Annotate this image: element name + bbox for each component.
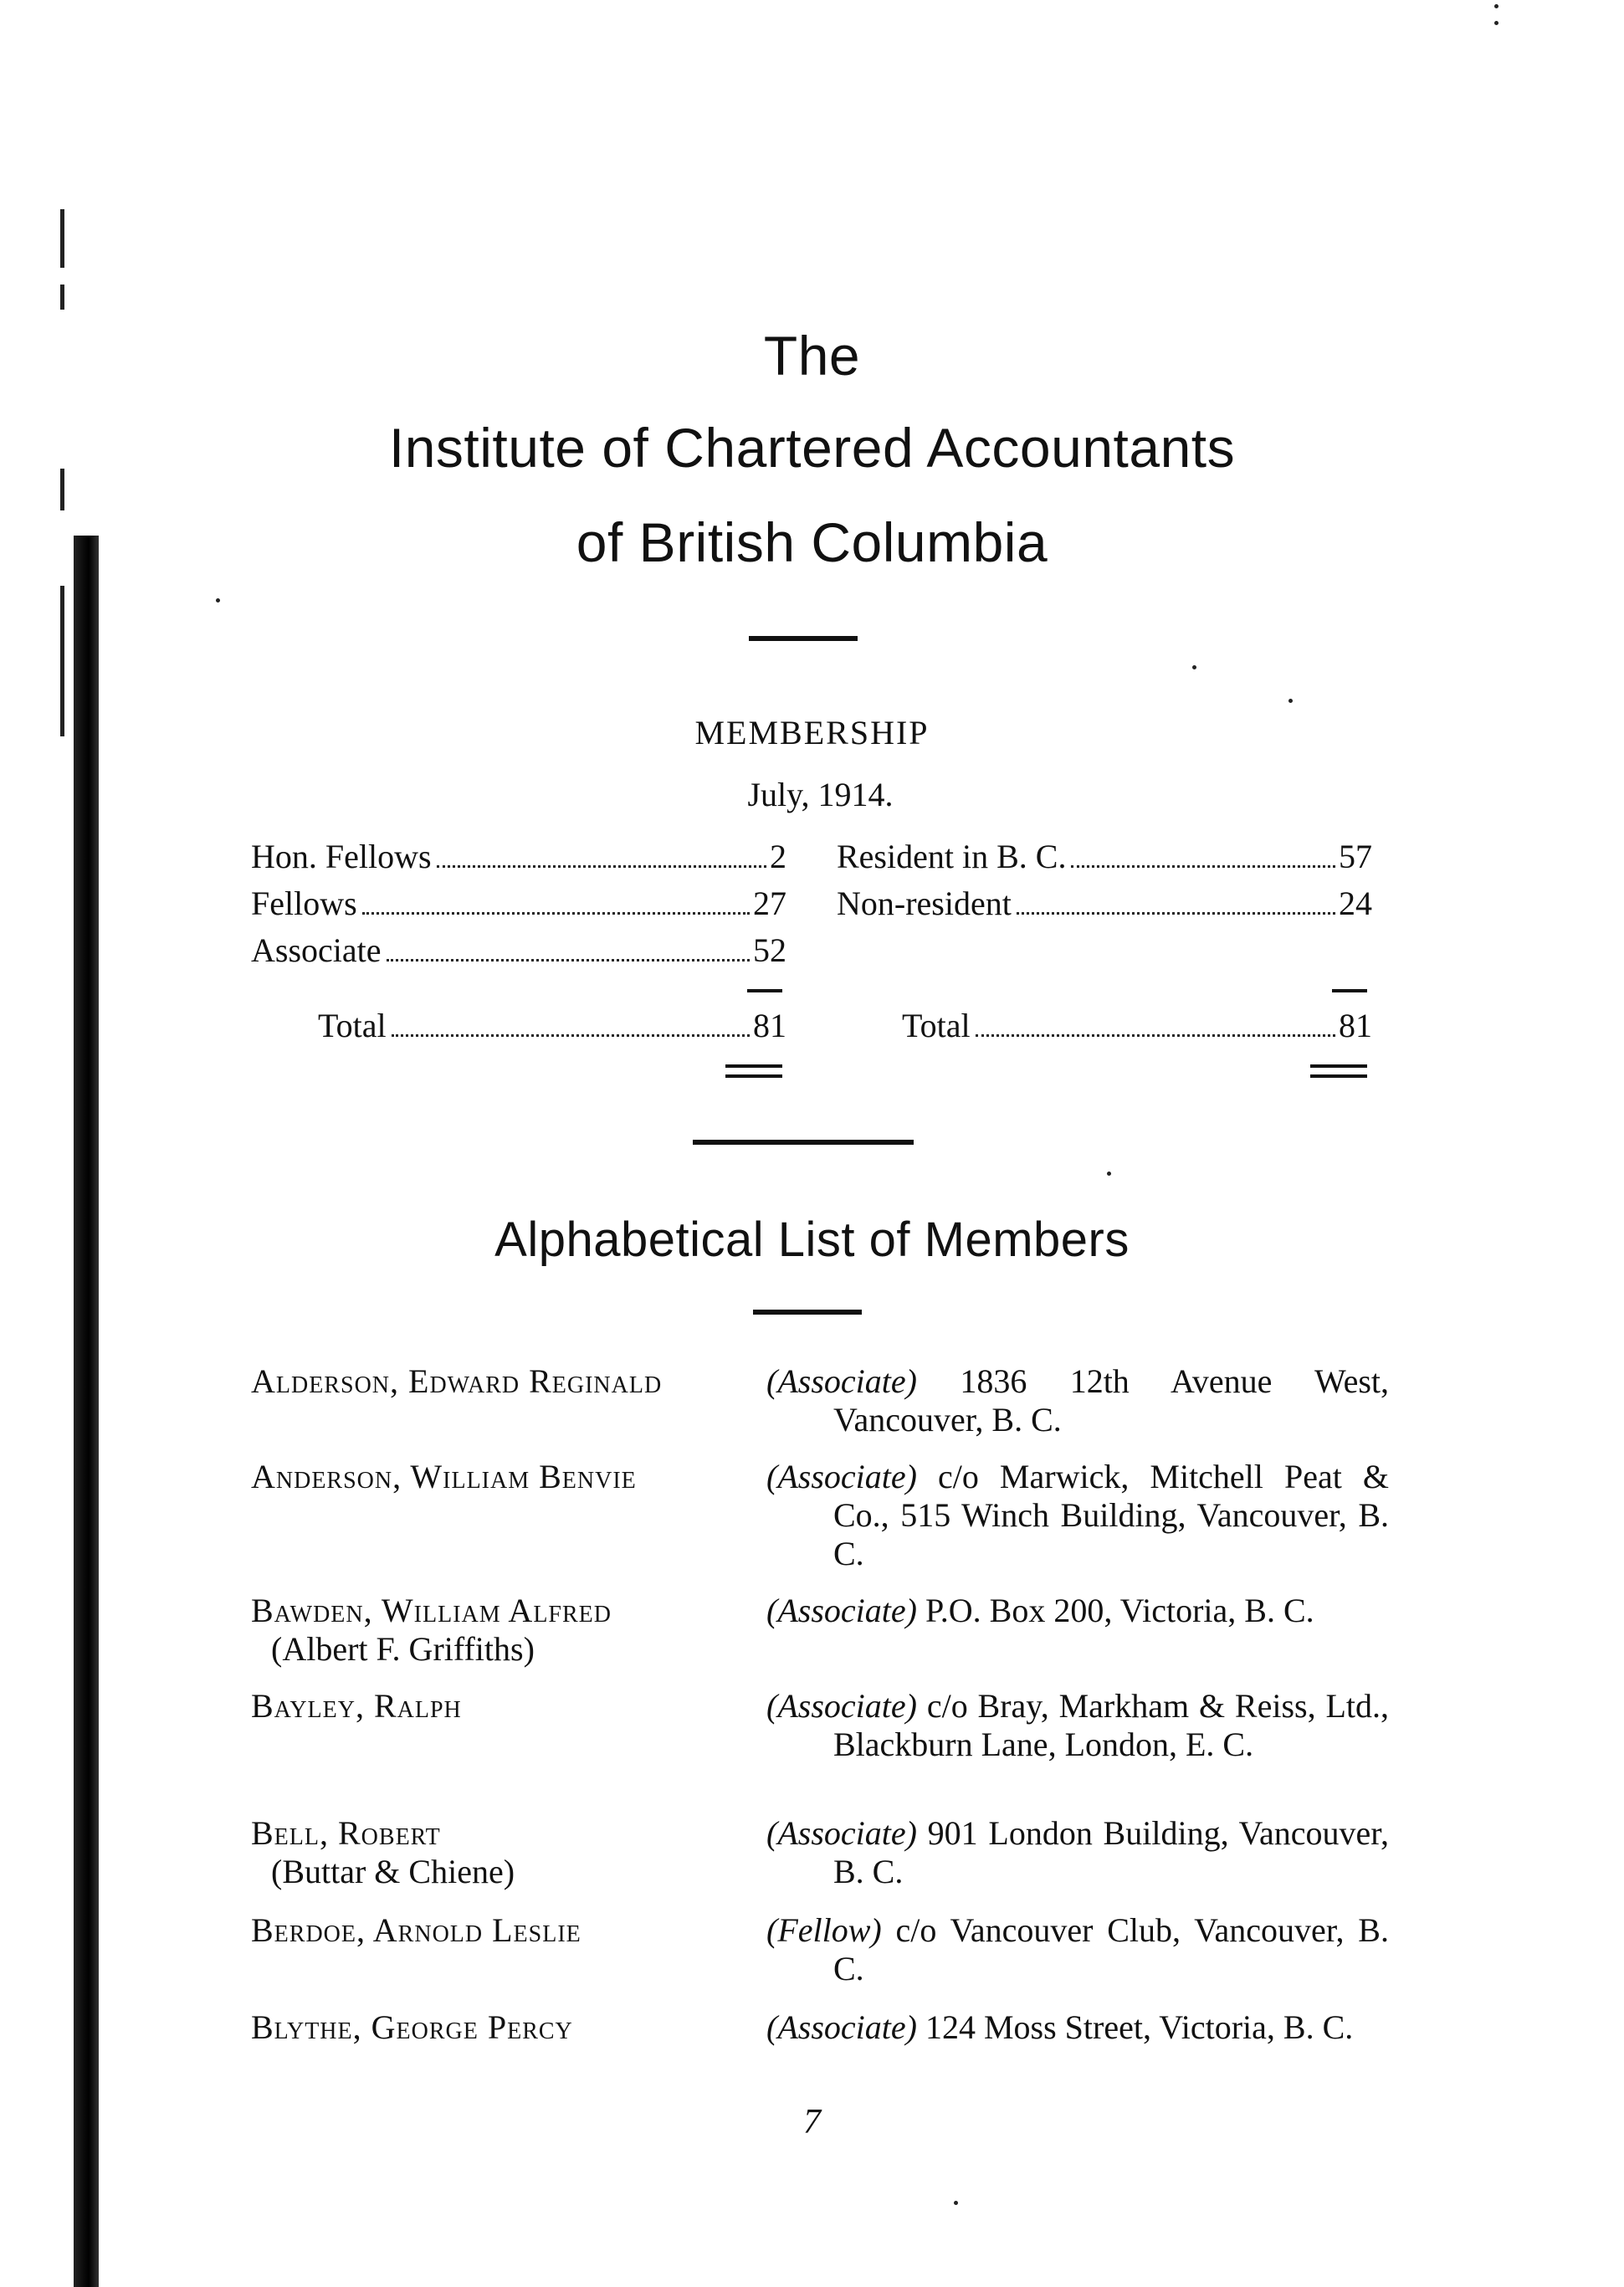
- double-rule-right: [1310, 1074, 1367, 1078]
- member-firm: (Albert F. Griffiths): [271, 1630, 535, 1668]
- title-line-3: of British Columbia: [576, 511, 1048, 573]
- dot-leader: [437, 865, 766, 868]
- stat-label: Hon. Fellows: [251, 838, 432, 875]
- member-detail: [766, 1687, 1389, 1764]
- dot-leader: [1017, 912, 1335, 915]
- member-name: [251, 1911, 753, 1950]
- title-line-2: Institute of Chartered Accountants: [388, 417, 1236, 479]
- member-address: 124 Moss Street, Victoria, B. C.: [925, 2008, 1354, 2046]
- stat-label: Fellows: [251, 885, 357, 922]
- stat-non-resident: [837, 884, 1372, 923]
- title-divider: [749, 636, 858, 641]
- stat-resident: [837, 837, 1372, 876]
- scan-speck: [954, 2201, 958, 2205]
- stat-value: 2: [770, 838, 786, 875]
- stat-label: Total: [318, 1007, 387, 1044]
- stat-hon-fellows: [251, 837, 786, 876]
- double-rule-left: [725, 1064, 782, 1068]
- dot-leader: [976, 1034, 1335, 1037]
- dot-leader: [387, 959, 750, 961]
- stat-value: 52: [753, 931, 786, 969]
- member-name-text: Bayley, Ralph: [251, 1687, 462, 1725]
- section-divider: [693, 1140, 914, 1145]
- stat-fellows: [251, 884, 786, 923]
- member-name: [251, 1362, 753, 1401]
- sum-rule-left: [747, 989, 782, 992]
- member-address: 1836 12th Avenue West, Vancouver, B. C.: [833, 1362, 1390, 1438]
- scan-speck: [216, 598, 220, 603]
- stat-value: 81: [1339, 1007, 1372, 1044]
- member-name-text: Anderson, William Benvie: [251, 1458, 637, 1495]
- member-class: (Associate): [766, 1458, 917, 1495]
- double-rule-right: [1310, 1064, 1367, 1068]
- member-address: c/o Marwick, Mitchell Peat & Co., 515 Winch Building, Vancouver, B. C.: [833, 1458, 1389, 1572]
- stat-associate: [251, 931, 786, 970]
- stat-label: Total: [902, 1007, 971, 1044]
- member-detail: [766, 1458, 1389, 1573]
- members-title-divider: [753, 1310, 862, 1315]
- member-detail: [766, 1592, 1389, 1630]
- stat-value: 24: [1339, 885, 1372, 922]
- membership-heading: MEMBERSHIP: [694, 714, 930, 751]
- double-rule-left: [725, 1074, 782, 1078]
- member-class: (Associate): [766, 1592, 917, 1629]
- member-name-text: Berdoe, Arnold Leslie: [251, 1911, 581, 1949]
- member-class: (Fellow): [766, 1911, 882, 1949]
- member-name-text: Alderson, Edward Reginald: [251, 1362, 663, 1400]
- member-class: (Associate): [766, 1687, 917, 1725]
- stat-value: 27: [753, 885, 786, 922]
- member-name-text: Bell, Robert: [251, 1814, 441, 1852]
- member-address: c/o Bray, Markham & Reiss, Ltd., Blackburn Lane, London, E. C.: [833, 1687, 1390, 1763]
- member-detail: [766, 1814, 1389, 1891]
- sum-rule-right: [1332, 989, 1367, 992]
- member-name: [251, 1592, 753, 1669]
- member-name: [251, 1458, 753, 1496]
- title-line-1: The: [763, 325, 861, 387]
- binding-mark: [60, 209, 64, 268]
- member-address: P.O. Box 200, Victoria, B. C.: [925, 1592, 1314, 1629]
- stat-value: 81: [753, 1007, 786, 1044]
- member-class: (Associate): [766, 1814, 917, 1852]
- member-name: [251, 2008, 753, 2047]
- member-name: [251, 1814, 753, 1891]
- member-detail: [766, 1362, 1389, 1439]
- member-address: c/o Vancouver Club, Vancouver, B. C.: [833, 1911, 1389, 1987]
- member-name-text: Blythe, George Percy: [251, 2008, 573, 2046]
- stat-label: Associate: [251, 931, 382, 969]
- members-section-title: Alphabetical List of Members: [494, 1213, 1130, 1267]
- dot-leader: [362, 912, 750, 915]
- member-name-text: Bawden, William Alfred: [251, 1592, 612, 1629]
- membership-date: July, 1914.: [747, 776, 894, 813]
- member-name: [251, 1687, 753, 1726]
- stat-value: 57: [1339, 838, 1372, 875]
- scan-speck: [1494, 4, 1498, 8]
- member-class: (Associate): [766, 2008, 917, 2046]
- scan-speck: [1288, 699, 1293, 703]
- page-number: 7: [803, 2103, 821, 2141]
- stat-total-left: [318, 1006, 786, 1045]
- dot-leader: [1071, 865, 1335, 868]
- scan-speck: [1107, 1172, 1111, 1176]
- member-detail: [766, 2008, 1389, 2047]
- scan-speck: [1494, 21, 1498, 25]
- stat-label: Non-resident: [837, 885, 1012, 922]
- member-class: (Associate): [766, 1362, 917, 1400]
- member-address: 901 London Building, Vancouver, B. C.: [833, 1814, 1389, 1890]
- member-detail: [766, 1911, 1389, 1988]
- scan-speck: [1192, 665, 1196, 669]
- binding-mark: [60, 285, 64, 310]
- member-firm: (Buttar & Chiene): [271, 1853, 515, 1890]
- stat-label: Resident in B. C.: [837, 838, 1067, 875]
- stat-total-right: [902, 1006, 1372, 1045]
- dot-leader: [392, 1034, 750, 1037]
